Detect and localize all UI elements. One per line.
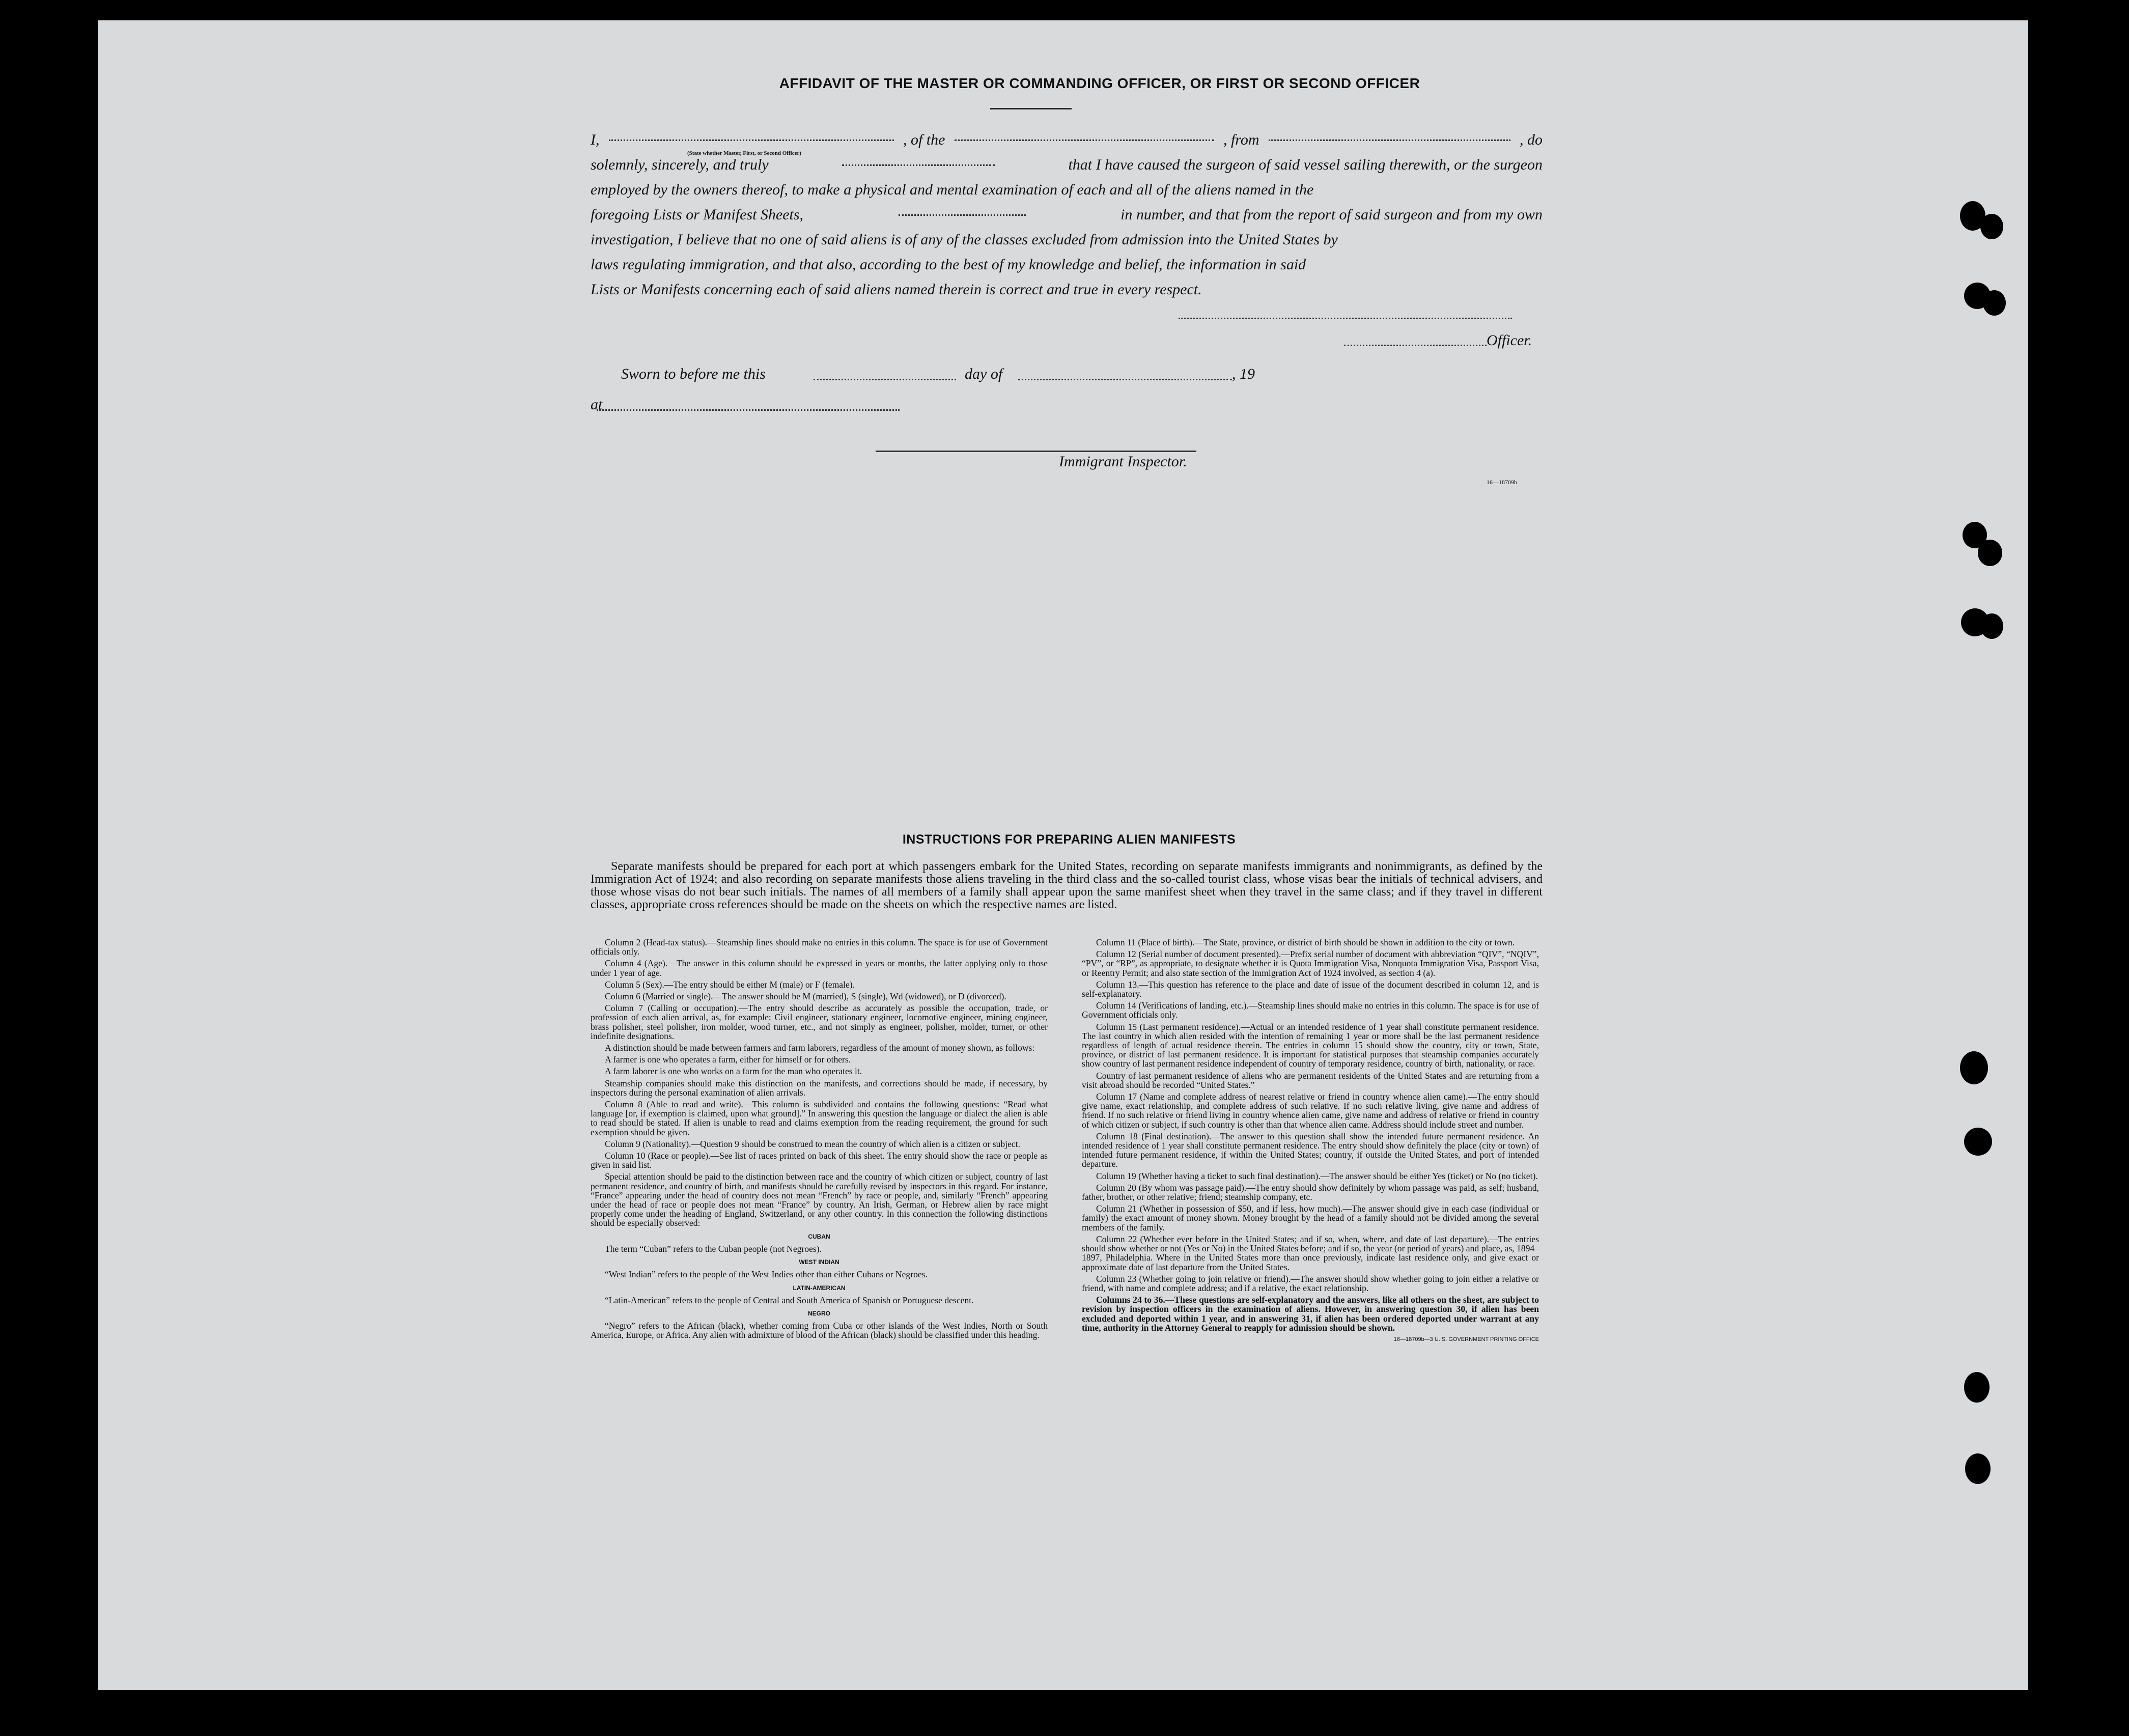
sworn-place-field[interactable]	[597, 408, 900, 411]
definition-cuban: The term “Cuban” refers to the Cuban people (not Negroes).	[605, 1243, 822, 1254]
affidavit-of-the: , of the	[903, 131, 945, 148]
officer-rank-field[interactable]	[842, 152, 995, 166]
sworn-day-field[interactable]	[814, 378, 956, 380]
officer-title-line[interactable]	[1344, 344, 1487, 346]
day-of-label: day of	[965, 366, 1003, 382]
officer-name-field[interactable]	[609, 127, 894, 141]
affidavit-line-5: investigation, I believe that no one of said aliens is of any of the classes excluded from admission into the United States by	[591, 231, 1338, 248]
binder-hole	[1978, 540, 2002, 566]
affidavit-line-4a: foregoing Lists or Manifest Sheets,	[591, 206, 804, 223]
instruction-paragraph: Special attention should be paid to the distinction between race and the country of which citizen or subject, country of last permanent residence, and country of birth, and manifests should be carefully revised by inspectors in this regard. For instance, “France” appearing under the head of country does not mean “French” by race or people, and, similarly “French” appearing under the head of race or people does not mean “France” by country. An Irish, German, or Hebrew alien by race might properly come under the heading of England, Switzerland, or any other country. In this connection the following distinctions should be especially observed:	[591, 1171, 1048, 1228]
definition-west-indian: “West Indian” refers to the people of the West Indies other than either Cubans or Negroes.	[605, 1269, 928, 1280]
instruction-paragraph: Country of last permanent residence of aliens who are permanent residents of the United States and are returning from a visit abroad should be recorded “United States.”	[1082, 1070, 1539, 1090]
rank-note: (State whether Master, First, or Second Officer)	[687, 150, 802, 156]
instruction-paragraph: Column 5 (Sex).—The entry should be either M (male) or F (female).	[605, 979, 855, 990]
instruction-paragraph: Column 15 (Last permanent residence).—Actual or an intended residence of 1 year shall constitute permanent residence. The last country in which alien resided with the intention of remaining 1 year or more shall be the last permanent residence regardless of length of actual residence therein. The entries in column 15 should show the country, city or town, State, province, or district of last permanent residence. It is important for statistical purposes that steamship companies accurately show country of last permanent residence independent of country of temporary residence, country of birth, nationality, or race.	[1082, 1021, 1539, 1069]
year-label: , 19	[1232, 366, 1255, 382]
instructions-left-column	[591, 938, 1048, 1342]
instruction-paragraph: Column 4 (Age).—The answer in this column should be expressed in years or months, the latter applying only to those under 1 year of age.	[591, 958, 1048, 978]
binder-hole	[1980, 214, 2003, 239]
sworn-label: Sworn to before me this	[621, 366, 766, 382]
definition-negro: “Negro” refers to the African (black), whether coming from Cuba or other islands of the West Indies, North or South America, Europe, or Africa. Any alien with admixture of blood of the African (black) should be classified under this heading.	[591, 1321, 1048, 1340]
instruction-paragraph: Column 9 (Nationality).—Question 9 should be construed to mean the country of which alien is a citizen or subject.	[605, 1138, 1020, 1149]
heading-cuban: CUBAN	[808, 1233, 830, 1240]
inspector-label: Immigrant Inspector.	[1059, 453, 1187, 470]
affidavit-line-3: employed by the owners thereof, to make a physical and mental examination of each and all of the aliens named in the	[591, 181, 1314, 198]
at-label: at	[591, 396, 603, 413]
instruction-paragraph: Column 20 (By whom was passage paid).—The entry should show definitely by whom passage was paid, as self; husband, father, brother, or other relative; friend; steamship company, etc.	[1082, 1182, 1539, 1202]
inspector-signature-line[interactable]	[876, 451, 1196, 452]
binder-hole	[1960, 1051, 1988, 1084]
instruction-paragraph: Columns 24 to 36.—These questions are self-explanatory and the answers, like all others on the sheet, are subject to revision by inspection officers in the examination of aliens. However, in answering question 30, if alien has been excluded and deported within 1 year, and in answering 31, if alien has been ordered deported under warrant at any time, authority in the Attorney General to reapply for admission should be shown.	[1082, 1295, 1539, 1333]
affidavit-i: I,	[591, 131, 600, 148]
instruction-paragraph: A farmer is one who operates a farm, either for himself or for others.	[605, 1054, 851, 1065]
instruction-paragraph: Column 6 (Married or single).—The answer should be M (married), S (single), Wd (widowed), or D (divorced).	[605, 991, 1006, 1002]
heading-west-indian: WEST INDIAN	[799, 1258, 839, 1266]
instruction-paragraph: Column 13.—This question has reference to the place and date of issue of the document described in column 12, and is self-explanatory.	[1082, 979, 1539, 999]
alien-count-field[interactable]	[899, 202, 1026, 216]
instruction-paragraph: Column 17 (Name and complete address of nearest relative or friend in country whence alien came).—The entry should give name, exact relationship, and complete address of such relative. If no such relative living, give name and address of friend. If no such relative or friend living in country whence alien came, give name and address of relative or friend in country of which citizen or subject, if such country is other than that whence alien came. Address should include street and number.	[1082, 1091, 1539, 1130]
officer-signature-line[interactable]	[1179, 317, 1512, 319]
instruction-paragraph: Column 21 (Whether in possession of $50, and if less, how much).—The answer should give in each case (individual or family) the exact amount of money shown. Money brought by the head of a family should not be divided among the several members of the family.	[1082, 1203, 1539, 1233]
instruction-paragraph: Column 7 (Calling or occupation).—The entry should describe as accurately as possible the occupation, trade, or profession of each alien arrival, as, for example: Civil engineer, stationary engineer, locomotive engineer, mining engineer, brass polisher, steel polisher, iron molder, wood turner, etc., and not simply as engineer, polisher, molder, turner, or other indefinite designations.	[591, 1003, 1048, 1041]
heading-latin-american: LATIN-AMERICAN	[793, 1284, 846, 1292]
instruction-paragraph: A distinction should be made between farmers and farm laborers, regardless of the amount of money shown, as follows:	[605, 1043, 1035, 1053]
affidavit-line-7: Lists or Manifests concerning each of said aliens named therein is correct and true in every respect.	[591, 281, 1202, 298]
sworn-month-field[interactable]	[1018, 378, 1232, 380]
instruction-paragraph: A farm laborer is one who works on a farm for the man who operates it.	[605, 1066, 862, 1077]
affidavit-title: AFFIDAVIT OF THE MASTER OR COMMANDING OFFICER, OR FIRST OR SECOND OFFICER	[779, 75, 1420, 91]
binder-hole	[1980, 613, 2003, 639]
binder-hole	[1965, 1453, 1991, 1484]
affidavit-do: , do	[1519, 131, 1543, 148]
instruction-paragraph: Column 18 (Final destination).—The answer to this question shall show the intended future permanent residence. An intended residence of 1 year shall constitute permanent residence. The entry should show definitely the place (city or town) of intended future permanent residence, if within the United States; country, if outside the United States, and port of intended departure.	[1082, 1131, 1539, 1169]
binder-hole	[1983, 290, 2006, 316]
heading-negro: NEGRO	[807, 1309, 830, 1317]
affidavit-line-4b: in number, and that from the report of said surgeon and from my own	[1120, 206, 1543, 223]
instruction-paragraph: Column 22 (Whether ever before in the United States; and if so, when, where, and date of last departure).—The entries should show whether or not (Yes or No) in the United States before; and if so, the year (or period of years) and place, as, 1894–1897, Philadelphia. Where in the United States more than once previously, indicate last residence only, and give exact or approximate date of last departure from the United States.	[1082, 1234, 1539, 1272]
vessel-name-field[interactable]	[955, 127, 1214, 141]
instruction-paragraph: Column 23 (Whether going to join relative or friend).—The answer should show whether going to join either a relative or friend, with name and complete address; and if a relative, the exact relationship.	[1082, 1273, 1539, 1293]
instruction-paragraph: Column 11 (Place of birth).—The State, province, or district of birth should be shown in addition to the city or town.	[1096, 937, 1515, 947]
instructions-right-column	[1082, 938, 1539, 1344]
instruction-paragraph: Steamship companies should make this distinction on the manifests, and corrections should be made, if necessary, by inspectors during the personal examination of alien arrivals.	[591, 1078, 1048, 1098]
officer-label: Officer.	[1487, 332, 1532, 349]
form-number: 16—18709b	[1487, 479, 1517, 486]
affidavit-from: , from	[1223, 131, 1259, 148]
binder-hole	[1964, 1372, 1990, 1403]
affidavit-line-2a: solemnly, sincerely, and truly	[591, 156, 769, 173]
instruction-paragraph: Column 14 (Verifications of landing, etc.).—Steamship lines should make no entries in this column. The space is for use of Government officials only.	[1082, 1000, 1539, 1020]
definition-latin-american: “Latin-American” refers to the people of Central and South America of Spanish or Portuguese descent.	[605, 1295, 974, 1305]
binder-hole	[1964, 1128, 1992, 1156]
instruction-paragraph: Column 19 (Whether having a ticket to such final destination).—The answer should be either Yes (ticket) or No (no ticket).	[1096, 1170, 1538, 1181]
printer-footer: 16—18709b—3 U. S. GOVERNMENT PRINTING OFFICE	[1393, 1336, 1539, 1342]
instruction-paragraph: Column 12 (Serial number of document presented).—Prefix serial number of document with abbreviation “QIV”, “NQIV”, “PV”, or “RP”, as appropriate, to designate whether it is Quota Immigration Visa, Nonquota Immigration Visa, Passport Visa, or Reentry Permit; and also state section of the Immigration Act of 1924 involved, as section 4 (a).	[1082, 949, 1539, 978]
instruction-paragraph: Column 2 (Head-tax status).—Steamship lines should make no entries in this column. The space is for use of Government officials only.	[591, 937, 1048, 957]
instruction-paragraph: Column 8 (Able to read and write).—This column is subdivided and contains the following questions: “Read what language [or, if exemption is claimed, upon what ground].” In answering this question the language or dialect the alien is able to read should be stated. If alien is unable to read and claims exemption from the reading requirement, the ground for such exemption should be given.	[591, 1099, 1048, 1137]
instructions-title: INSTRUCTIONS FOR PREPARING ALIEN MANIFESTS	[902, 832, 1236, 847]
affidavit-line-2b: that I have caused the surgeon of said vessel sailing therewith, or the surgeon	[1068, 156, 1543, 173]
instructions-intro: Separate manifests should be prepared for each port at which passengers embark for the United States, recording on separate manifests immigrants and nonimmigrants, as defined by the Immigration Act of 1924; and also recording on separate manifests those aliens traveling in the third class and the so-called tourist class, whose visas bear the initials of technical advisers, and those whose visas do not bear such initials. The names of all members of a family shall appear upon the same manifest sheet when they travel in the same class; and if they travel in different classes, appropriate cross references should be made on the sheets on which the respective names are listed.	[591, 860, 1543, 911]
instruction-paragraph: Column 10 (Race or people).—See list of races printed on back of this sheet. The entry should show the race or people as given in said list.	[591, 1151, 1048, 1170]
title-divider	[990, 108, 1072, 109]
port-field[interactable]	[1269, 127, 1510, 141]
affidavit-line-6: laws regulating immigration, and that also, according to the best of my knowledge and belief, the information in said	[591, 256, 1306, 273]
